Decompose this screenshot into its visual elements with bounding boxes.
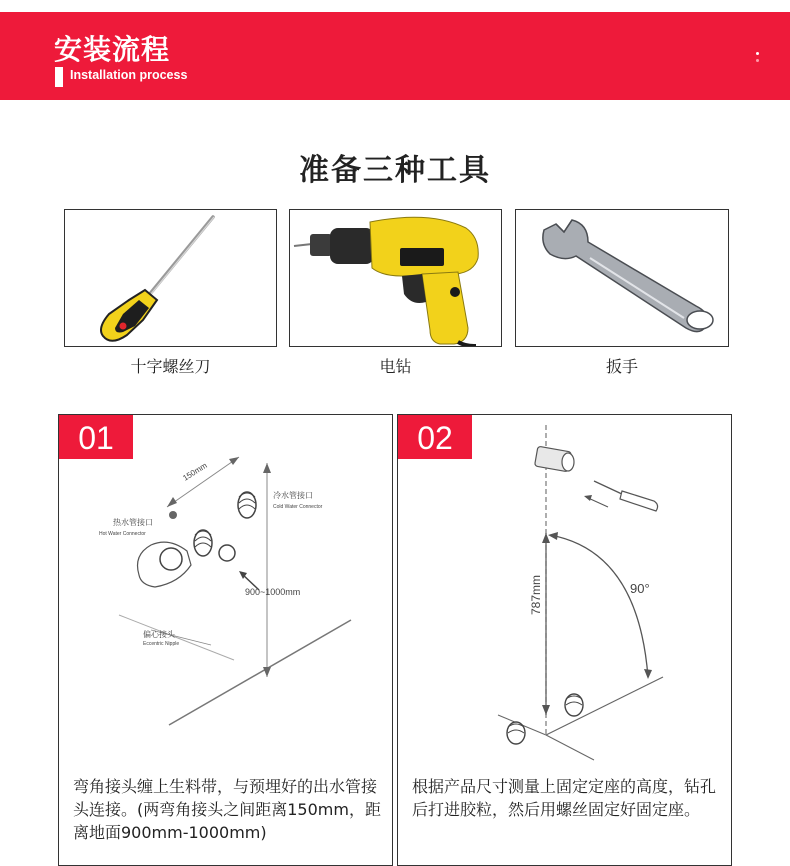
tool-label-wrench: 扳手 (605, 357, 638, 376)
cold-water-connector-icon (238, 492, 256, 518)
eccentric-label: 偏心接头 (143, 630, 175, 639)
page-title: 安装流程 (54, 33, 171, 66)
cold-water-label: 冷水管接口 (273, 491, 313, 500)
step-description: 弯角接头缠上生料带，与预埋好的出水管接头连接。(两弯角接头之间距离150mm，距离地面900mm-1000mm) (73, 777, 381, 842)
tool-label-screwdriver: 十字螺丝刀 (130, 357, 211, 376)
tool-card-screwdriver (64, 209, 277, 347)
screwdriver-icon (65, 210, 276, 346)
drill-icon (290, 210, 501, 346)
screwdriver-icon (584, 481, 658, 511)
step-description: 根据产品尺寸测量上固定定座的高度，钻孔后打进胶粒，然后用螺丝固定好固定座。 (412, 777, 717, 819)
pipe-connector-diagram (59, 415, 392, 775)
cold-water-label-en: Cold Water Connector (273, 504, 323, 510)
angle-label: 90° (630, 581, 650, 596)
hand-icon (138, 542, 192, 587)
bottom-connector-icon (507, 694, 583, 744)
tool-card-drill (289, 209, 502, 347)
header-banner (0, 12, 790, 100)
tool-label-drill: 电钻 (379, 357, 412, 376)
eccentric-label-en: Eccentric Nipple (143, 641, 180, 647)
height-label: 900~1000mm (245, 587, 301, 597)
tools-heading: 准备三种工具 (299, 153, 491, 188)
step-card-02 (397, 414, 732, 866)
page-subtitle: Installation process (70, 68, 188, 82)
wrench-icon (516, 210, 728, 346)
step-card-01 (58, 414, 393, 866)
height-dimension-label: 787mm (529, 574, 543, 615)
mounting-height-diagram (398, 415, 731, 775)
hot-water-label-en: Hot Water Connector (99, 531, 146, 537)
subtitle-accent-bar (55, 67, 63, 87)
more-dots-icon (756, 52, 760, 68)
step-number: 02 (398, 415, 472, 459)
tool-card-wrench (515, 209, 729, 347)
hot-water-label: 热水管接口 (113, 518, 153, 527)
step-number: 01 (59, 415, 133, 459)
distance-label: 150mm (181, 460, 209, 483)
wall-anchor-icon (535, 446, 574, 472)
